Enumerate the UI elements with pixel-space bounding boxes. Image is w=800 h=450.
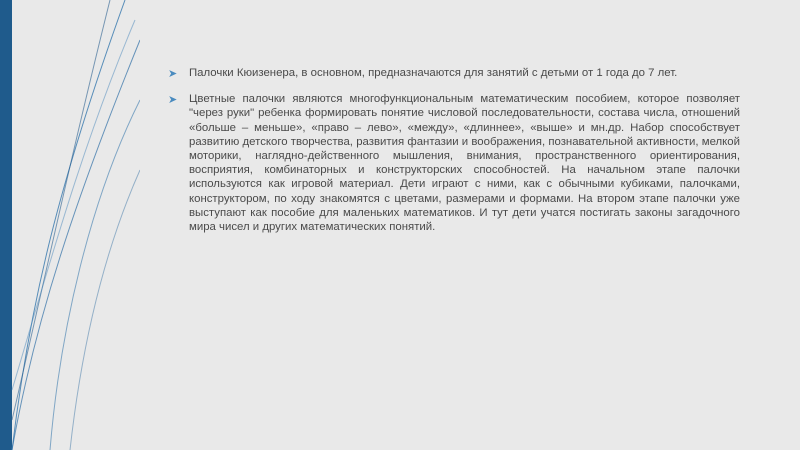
arrow-bullet-icon: ➤ [168,94,178,107]
decorative-lines-icon [0,0,140,450]
bullet-text: Цветные палочки являются многофункциональным математическим пособием, которое позволяет "через руки" ребенка формировать понятие числовой последовательности, состава числа, отношений «больше – меньше», «право – лево», «между», «длиннее», «выше» и мн.др. Набор способствует развитию детского творчества, развития фантазии и воображения, познавательной активности, мелкой моторики, наглядно-действенного мышления, внимания, пространственного ориентирования, восприятия, комбинаторных и конструкторских способностей. На начальном этапе палочки используются как игровой материал. Дети играют с ними, как с обычными кубиками, палочками, конструктором, по ходу знакомятся с цветами, размерами и формами. На втором этапе палочки уже выступают как пособие для маленьких математиков. И тут дети учатся постигать законы загадочного мира чисел и других математических понятий. [189,93,740,234]
arrow-bullet-icon: ➤ [168,68,178,80]
bullet-item [168,92,740,234]
bullet-text: Палочки Кюизенера, в основном, предназначаются для занятий с детьми от 1 года до 7 лет. [189,67,678,79]
bullet-item [168,66,740,80]
slide-content [168,66,740,246]
